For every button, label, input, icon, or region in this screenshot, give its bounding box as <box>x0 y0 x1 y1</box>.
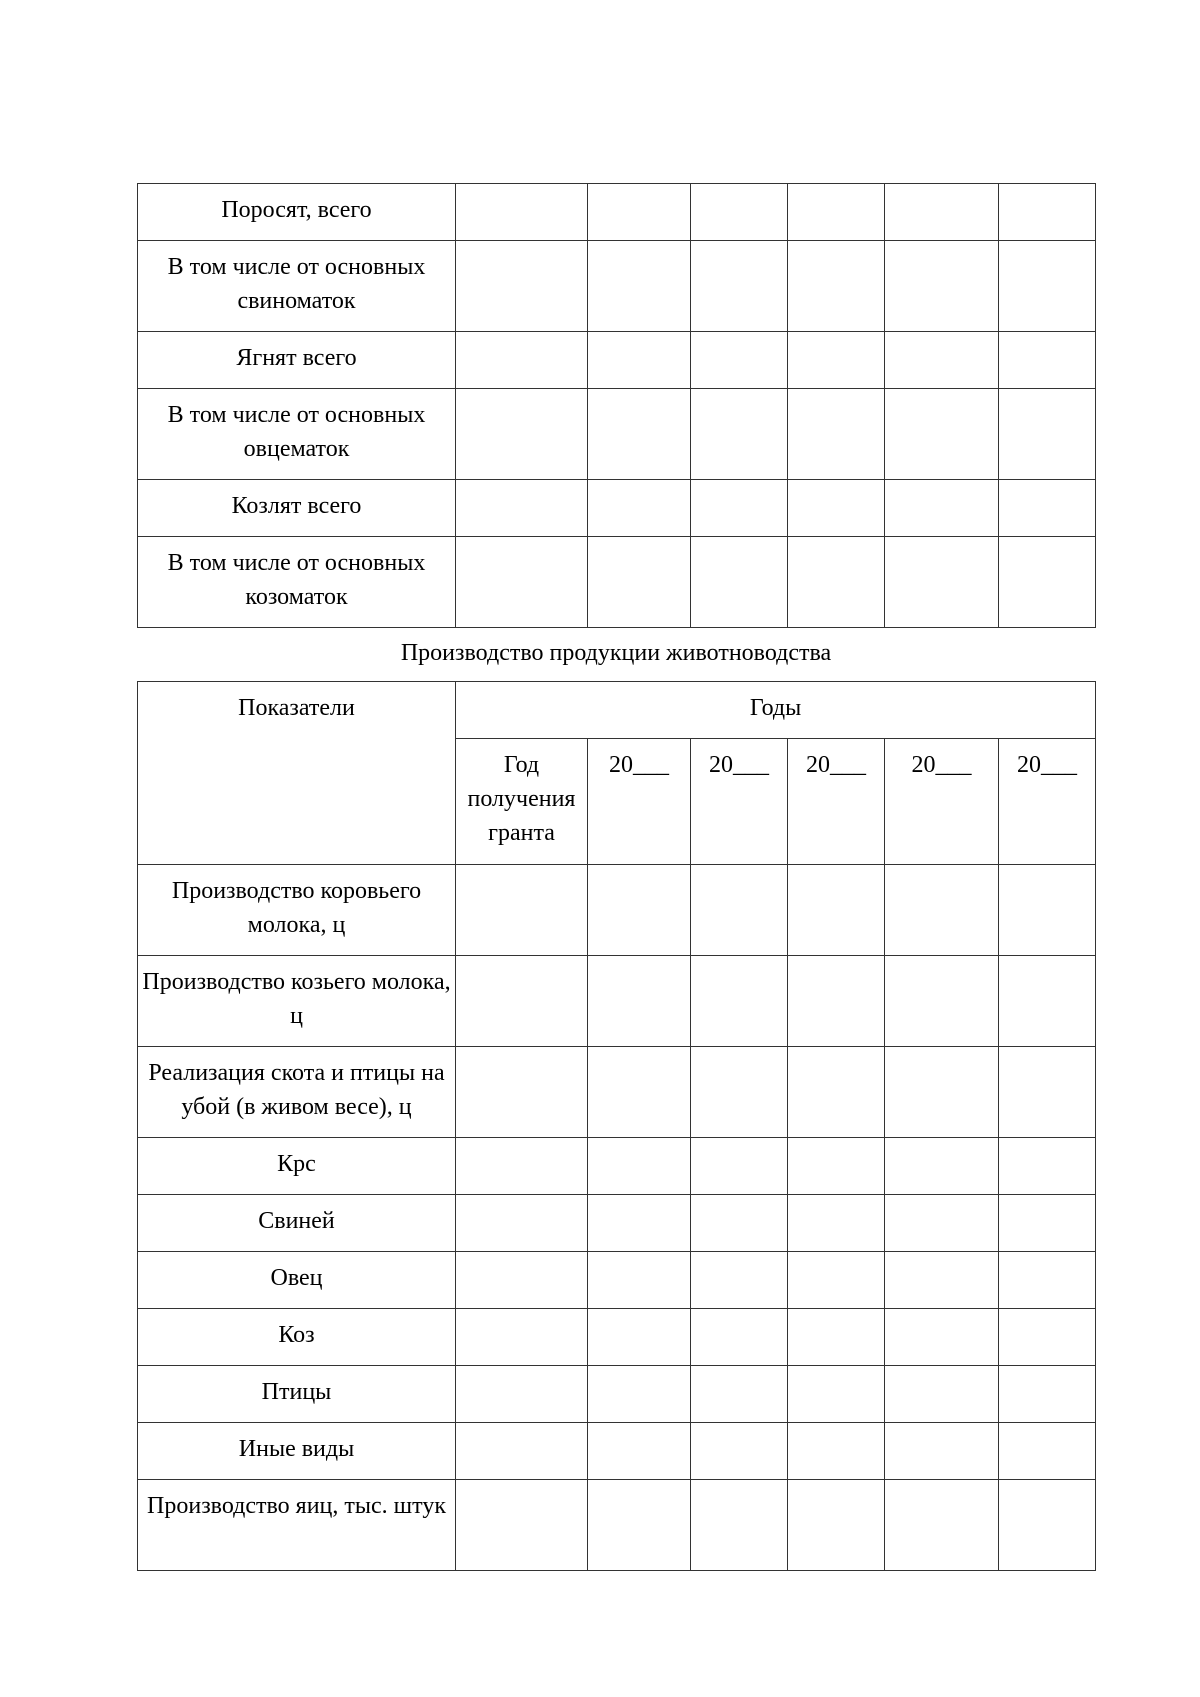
value-cell[interactable] <box>999 184 1096 241</box>
table-row <box>138 1195 1096 1252</box>
value-cell[interactable] <box>456 1252 588 1309</box>
value-cell[interactable] <box>885 480 999 537</box>
value-cell[interactable] <box>456 480 588 537</box>
value-cell[interactable] <box>691 956 788 1047</box>
table-row <box>138 537 1096 628</box>
value-cell[interactable] <box>691 1366 788 1423</box>
value-cell[interactable] <box>691 1047 788 1138</box>
value-cell[interactable] <box>691 1309 788 1366</box>
row-label: Коз <box>138 1309 456 1366</box>
value-cell[interactable] <box>788 1423 885 1480</box>
value-cell[interactable] <box>885 1047 999 1138</box>
value-cell[interactable] <box>885 1309 999 1366</box>
value-cell[interactable] <box>788 956 885 1047</box>
value-cell[interactable] <box>999 956 1096 1047</box>
row-label: Ягнят всего <box>138 332 456 389</box>
table-row <box>138 1138 1096 1195</box>
value-cell[interactable] <box>885 1423 999 1480</box>
value-cell[interactable] <box>691 480 788 537</box>
value-cell[interactable] <box>691 184 788 241</box>
value-cell[interactable] <box>588 389 691 480</box>
value-cell[interactable] <box>691 241 788 332</box>
value-cell[interactable] <box>588 1047 691 1138</box>
value-cell[interactable] <box>456 184 588 241</box>
offspring-table <box>137 183 1096 628</box>
table-row <box>138 865 1096 956</box>
grant-year-header: Год получения гранта <box>456 739 588 865</box>
value-cell[interactable] <box>456 1480 588 1571</box>
value-cell[interactable] <box>999 1047 1096 1138</box>
value-cell[interactable] <box>456 1309 588 1366</box>
value-cell[interactable] <box>885 1366 999 1423</box>
value-cell[interactable] <box>788 389 885 480</box>
value-cell[interactable] <box>788 537 885 628</box>
value-cell[interactable] <box>999 332 1096 389</box>
value-cell[interactable] <box>999 1195 1096 1252</box>
value-cell[interactable] <box>999 1423 1096 1480</box>
value-cell[interactable] <box>456 537 588 628</box>
value-cell[interactable] <box>691 1423 788 1480</box>
table-row <box>138 241 1096 332</box>
value-cell[interactable] <box>691 537 788 628</box>
value-cell[interactable] <box>588 241 691 332</box>
year-header: 20___ <box>885 739 999 865</box>
value-cell[interactable] <box>788 1252 885 1309</box>
value-cell[interactable] <box>456 241 588 332</box>
value-cell[interactable] <box>788 1138 885 1195</box>
value-cell[interactable] <box>588 865 691 956</box>
value-cell[interactable] <box>999 1309 1096 1366</box>
value-cell[interactable] <box>788 184 885 241</box>
year-header: 20___ <box>588 739 691 865</box>
value-cell[interactable] <box>788 480 885 537</box>
value-cell[interactable] <box>456 389 588 480</box>
row-label: Производство коровьего молока, ц <box>138 865 456 956</box>
value-cell[interactable] <box>588 1423 691 1480</box>
value-cell[interactable] <box>885 184 999 241</box>
row-label: Овец <box>138 1252 456 1309</box>
value-cell[interactable] <box>788 1480 885 1571</box>
value-cell[interactable] <box>588 1195 691 1252</box>
value-cell[interactable] <box>788 1309 885 1366</box>
table-caption: Производство продукции животноводства <box>400 640 832 666</box>
value-cell[interactable] <box>999 389 1096 480</box>
value-cell[interactable] <box>588 1252 691 1309</box>
row-label: Производство яиц, тыс. штук <box>138 1480 456 1571</box>
value-cell[interactable] <box>885 332 999 389</box>
row-label: В том числе от основных козоматок <box>138 537 456 628</box>
row-label: Иные виды <box>138 1423 456 1480</box>
table-row <box>138 389 1096 480</box>
indicators-header: Показатели <box>138 682 456 865</box>
value-cell[interactable] <box>885 241 999 332</box>
row-label: В том числе от основных свиноматок <box>138 241 456 332</box>
row-label: Козлят всего <box>138 480 456 537</box>
value-cell[interactable] <box>456 956 588 1047</box>
table-row <box>138 1366 1096 1423</box>
table-row <box>138 332 1096 389</box>
value-cell[interactable] <box>456 332 588 389</box>
production-table <box>137 681 1096 1571</box>
year-header: 20___ <box>999 739 1096 865</box>
years-header: Годы <box>456 682 1096 739</box>
table-row <box>138 1047 1096 1138</box>
value-cell[interactable] <box>456 1138 588 1195</box>
value-cell[interactable] <box>885 537 999 628</box>
value-cell[interactable] <box>588 1480 691 1571</box>
value-cell[interactable] <box>999 1366 1096 1423</box>
table-row <box>138 1309 1096 1366</box>
value-cell[interactable] <box>456 1195 588 1252</box>
row-label: Поросят, всего <box>138 184 456 241</box>
value-cell[interactable] <box>588 1309 691 1366</box>
value-cell[interactable] <box>588 184 691 241</box>
value-cell[interactable] <box>885 389 999 480</box>
row-label: Реализация скота и птицы на убой (в живом весе), ц <box>138 1047 456 1138</box>
value-cell[interactable] <box>788 1366 885 1423</box>
row-label: Производство козьего молока, ц <box>138 956 456 1047</box>
value-cell[interactable] <box>456 1366 588 1423</box>
value-cell[interactable] <box>788 1195 885 1252</box>
value-cell[interactable] <box>999 480 1096 537</box>
value-cell[interactable] <box>788 332 885 389</box>
value-cell[interactable] <box>691 1138 788 1195</box>
value-cell[interactable] <box>691 865 788 956</box>
value-cell[interactable] <box>588 480 691 537</box>
value-cell[interactable] <box>588 1366 691 1423</box>
value-cell[interactable] <box>885 1138 999 1195</box>
row-label: Свиней <box>138 1195 456 1252</box>
value-cell[interactable] <box>588 332 691 389</box>
value-cell[interactable] <box>456 865 588 956</box>
value-cell[interactable] <box>788 865 885 956</box>
table-row <box>138 184 1096 241</box>
value-cell[interactable] <box>588 956 691 1047</box>
value-cell[interactable] <box>456 1423 588 1480</box>
value-cell[interactable] <box>999 1480 1096 1571</box>
value-cell[interactable] <box>999 1138 1096 1195</box>
table-row <box>138 1480 1096 1571</box>
year-header: 20___ <box>691 739 788 865</box>
row-label: В том числе от основных овцематок <box>138 389 456 480</box>
table-row <box>138 1252 1096 1309</box>
value-cell[interactable] <box>691 332 788 389</box>
header-row <box>138 682 1096 739</box>
table-row <box>138 956 1096 1047</box>
value-cell[interactable] <box>788 1047 885 1138</box>
row-label: Крс <box>138 1138 456 1195</box>
value-cell[interactable] <box>885 956 999 1047</box>
value-cell[interactable] <box>999 1252 1096 1309</box>
table-row <box>138 480 1096 537</box>
value-cell[interactable] <box>999 865 1096 956</box>
value-cell[interactable] <box>788 241 885 332</box>
value-cell[interactable] <box>691 1195 788 1252</box>
value-cell[interactable] <box>456 1047 588 1138</box>
value-cell[interactable] <box>588 1138 691 1195</box>
value-cell[interactable] <box>691 389 788 480</box>
value-cell[interactable] <box>691 1480 788 1571</box>
table-row <box>138 1423 1096 1480</box>
value-cell[interactable] <box>999 241 1096 332</box>
value-cell[interactable] <box>885 865 999 956</box>
value-cell[interactable] <box>999 537 1096 628</box>
value-cell[interactable] <box>885 1480 999 1571</box>
year-header: 20___ <box>788 739 885 865</box>
row-label: Птицы <box>138 1366 456 1423</box>
value-cell[interactable] <box>588 537 691 628</box>
value-cell[interactable] <box>885 1252 999 1309</box>
value-cell[interactable] <box>691 1252 788 1309</box>
value-cell[interactable] <box>885 1195 999 1252</box>
